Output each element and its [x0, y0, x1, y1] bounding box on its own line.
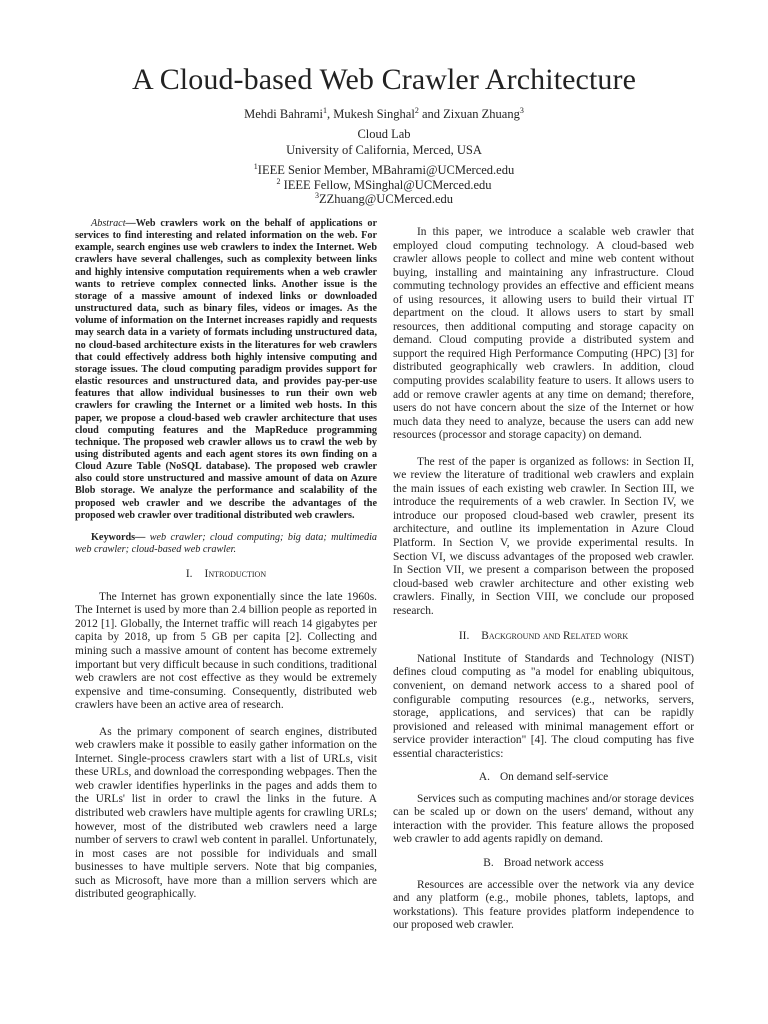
email-superscript: 2	[276, 176, 281, 186]
author-separator: ,	[326, 107, 334, 121]
section-heading-introduction	[75, 568, 377, 582]
keywords-text: web crawler; cloud computing; big data; multimedia web crawler; cloud-based web crawler.	[75, 531, 377, 556]
section-title: Introduction	[204, 568, 267, 581]
paper-title: A Cloud-based Web Crawler Architecture	[131, 63, 636, 96]
author-name: Zixuan Zhuang	[443, 107, 520, 121]
left-column	[75, 218, 377, 902]
email-text: ZZhuang@UCMerced.edu	[318, 192, 454, 206]
author-superscript: 3	[519, 105, 524, 115]
intro-paragraph-2: As the primary component of search engines, distributed web crawlers make it possible to easily gather information on the Internet. Single-process crawlers start with a list of URLs, visit these URLs, and download the corresponding webpages. Then the web crawler identifies hyperlinks in the pages and adds them to the URLs' list in order to crawl the links in the future. A distributed web crawlers have multiple agents for crawling URLs; however, most of the distributed web crawlers need a large number of servers to crawl web content in parallel. Unfortunately, in most cases are not possible for individuals and small businesses to have multiple servers. Note that big companies, such as Microsoft, have more than a million servers which are distributed geographically.	[75, 725, 377, 901]
subsection-number: A.	[478, 771, 490, 784]
intro-paragraph-3: In this paper, we introduce a scalable web crawler that employed cloud computing technology. A cloud-based web crawler allows people to collect and mine web content without buying, installing and maintaining any infrastructure. Cloud commuting technology provides an effective and efficient means of using resources, it allowing users to build their virtual IT department on the cloud. It allows users to start by small resources, then additional computing and storage capacity on demand. Cloud computing provide a distributed system and support the required High Performance Computing (HPC) [3] for distributed geographically web crawlers. In addition, cloud computing provides scalability feature to users. It allows users to add or remove crawler agents at any time on demand; therefore, users do not have concern about the size of the Internet or how much data they need to analyze, because the users can add new resources (processor and storage capacity) on demand.	[393, 226, 694, 442]
subsection-heading-broad-network	[393, 857, 694, 871]
author-superscript: 1	[322, 105, 327, 115]
email-superscript: 3	[314, 190, 319, 200]
affiliation-lab: Cloud Lab	[357, 127, 411, 141]
abstract-label: Abstract	[91, 218, 126, 229]
affiliation-university: University of California, Merced, USA	[286, 143, 482, 157]
section-number: II.	[458, 630, 470, 643]
on-demand-paragraph: Services such as computing machines and/or storage devices can be scaled up or down on the users' demand, without any interaction with the provider. This feature allows the proposed web crawler to add agents rapidly on demand.	[393, 792, 694, 846]
keywords	[75, 532, 377, 556]
email-superscript: 1	[253, 161, 258, 171]
abstract-body: —Web crawlers work on the behalf of applications or services to find interesting and related information on the web. For example, search engines use web crawlers to index the Internet. Web crawlers have several challenges, such as complexity between links and highly intensive computation requirements when a web crawler wants to retrieve complex connected links. Another issue is the storage of a massive amount of indexed links or downloaded unstructured data, such as binary files, videos or images. As the volume of information on the Internet increases rapidly and requests may search data in a variety of formats including unstructured data, no cloud-based architecture exists in the literatures for web crawlers that could effectively address both highly intensive computing and storage issues. The cloud computing paradigm provides support for elastic resources and unstructured data, and provides pay-per-use features that allow individual businesses to run their own web crawlers for crawling the Internet or a limited web hosts. In this paper, we propose a cloud-based web crawler architecture that uses cloud computing features and the MapReduce programming technique. The proposed web crawler allows us to crawl the web by using distributed agents and each agent stores its own finding on a Cloud Azure Table (NoSQL database). The proposed web crawler also could store unstructured and massive amount of data on Azure Blob storage. We analyze the performance and scalability of the proposed web crawler and we describe the advantages of the proposed web crawler over traditional distributed web crawlers.	[75, 218, 377, 521]
author-superscript: 2	[414, 105, 419, 115]
keywords-label: Keywords—	[91, 531, 146, 543]
email-line	[0, 178, 768, 193]
section-title: Background and Related work	[481, 630, 629, 643]
intro-paragraph-4: The rest of the paper is organized as follows: in Section II, we review the literature of traditional web crawlers and explain the main issues of each existing web crawler. In Section III, we introduce the requirements of a web crawler. In Section IV, we introduce our proposed cloud-based web crawler, present its architecture, and outline its implementation in Azure Cloud Platform. In Section V, we provide experimental results. In Section VI, we discuss advantages of the proposed web crawler. In Section VII, we present a comparison between the proposed cloud-based web crawler architecture and other existing web crawlers. Finally, in Section VIII, we conclude our proposed research.	[393, 455, 694, 617]
subsection-number: B.	[483, 856, 494, 869]
background-paragraph-1: National Institute of Standards and Technology (NIST) defines cloud computing as "a model for enabling ubiquitous, convenient, on demand network access to a shared pool of configurable computing resources (e.g., networks, servers, storage, applications, and services) that can be rapidly provisioned and released with minimal management effort or service provider interaction" [4]. The cloud computing has five essential characteristics:	[393, 652, 694, 760]
broad-network-paragraph: Resources are accessible over the network via any device and any platform (e.g., mobile phones, tablets, laptops, and workstations). This feature provides platform independence to our proposed web crawler.	[393, 878, 694, 932]
author-list	[0, 106, 768, 122]
subsection-heading-on-demand	[393, 771, 694, 785]
author-name: Mukesh Singhal	[333, 107, 415, 121]
email-line	[0, 163, 768, 178]
section-heading-background	[393, 630, 694, 644]
abstract	[75, 218, 377, 522]
email-line	[0, 192, 768, 207]
email-text: IEEE Senior Member, MBahrami@UCMerced.edu	[257, 163, 515, 177]
right-column	[393, 226, 694, 933]
intro-paragraph-1: The Internet has grown exponentially since the late 1960s. The Internet is used by more than 2.4 billion people as reported in 2012 [1]. Globally, the Internet traffic will reach 14 gigabytes per capita by 2018, up from 5 GB per capita [2]. Collecting and mining such a massive amount of content has become extremely important but very difficult because in such conditions, traditional web crawlers are not cost effective as they would be extremely expensive and time-consuming. Consequently, distributed web crawlers have been an active area of research.	[75, 590, 377, 712]
affiliation	[0, 126, 768, 158]
subsection-title: On demand self-service	[499, 771, 609, 784]
subsection-title: Broad network access	[503, 856, 604, 869]
email-text: IEEE Fellow, MSinghal@UCMerced.edu	[280, 177, 492, 192]
author-emails	[0, 163, 768, 207]
section-number: I.	[185, 568, 193, 581]
author-separator: and	[418, 107, 444, 121]
author-name: Mehdi Bahrami	[244, 107, 323, 121]
